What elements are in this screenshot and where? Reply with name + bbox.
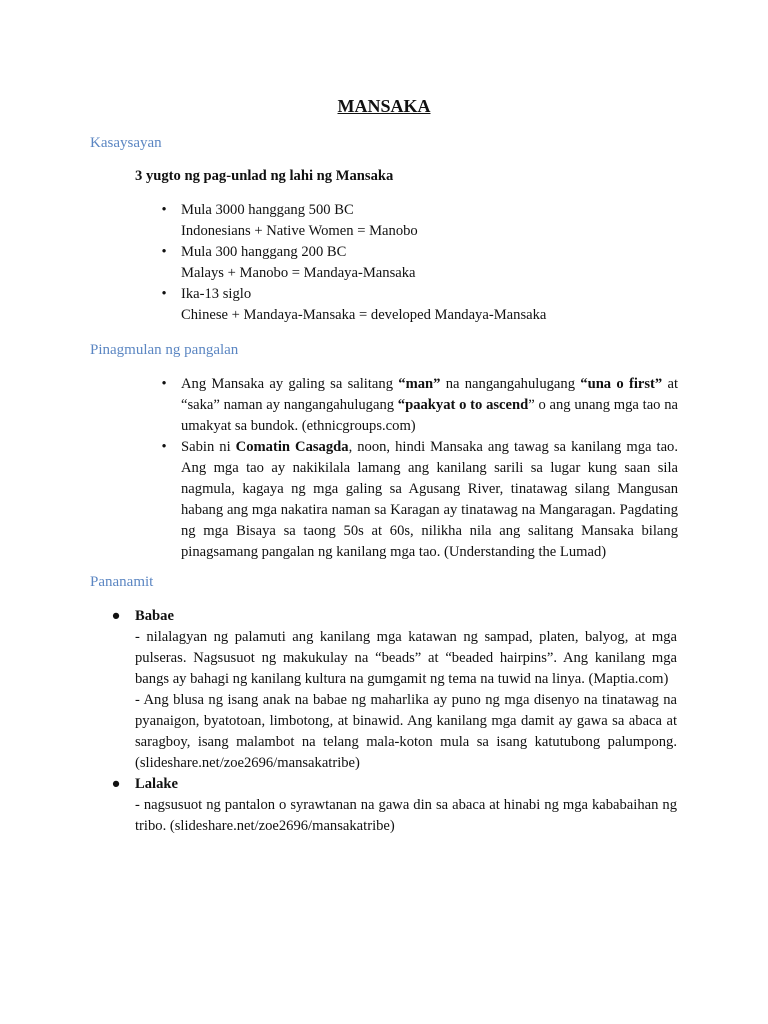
paragraph-text: Ang Mansaka ay galing sa salitang: [181, 376, 399, 392]
pinagmulan-list: [161, 374, 678, 563]
subheading-yugto: 3 yugto ng pag-unlad ng lahi ng Mansaka: [135, 168, 394, 184]
bold-term-man: “man”: [398, 376, 441, 392]
bold-term-una: “una o first”: [580, 376, 663, 392]
list-item-lalake: [111, 774, 677, 837]
label-lalake: Lalake: [135, 776, 178, 792]
bullet-icon: •: [161, 202, 167, 218]
bold-term-paakyat: “paakyat o to ascend: [397, 397, 529, 413]
bullet-icon: •: [161, 244, 167, 260]
paragraph-babae-1: - nilalagyan ng palamuti ang kanilang mga katawan ng sampad, platen, balyog, at mga pulseras. Nagsusuot ng makukulay na “beads” at “beaded hairpins”. Ang kanilang mga bangs ay bahagi ng kanilang kultura na gumgamit ng tema na tuwid na linya. (Maptia.com): [135, 629, 677, 687]
list-item: [161, 437, 678, 563]
paragraph-text: , noon, hindi Mansaka ang tawag sa kanilang mga tao. Ang mga tao ay nakikilala lamang ang kanilang sarili sa lugar kung saan sila nagmula, kagaya ng mga galing sa Agusang River, tinatawag silang Mangusan habang ang mga nakatira naman sa Karagan ay tinatawag na Mangaragan. Pagdating ng mga Bisaya sa taong 50s at 60s, nilikha nila ang salitang Mansaka bilang pinagsamang pangalan ng kanilang mga tao. (Understanding the Lumad): [181, 439, 678, 560]
list-item-line: Mula 3000 hanggang 500 BC: [181, 202, 354, 218]
paragraph-lalake-1: - nagsusuot ng pantalon o syrawtanan na gawa din sa abaca at hinabi ng mga kababaihan ng tribo. (slideshare.net/zoe2696/mansakatribe): [135, 797, 677, 834]
yugto-list: [161, 200, 681, 326]
bullet-icon: •: [161, 439, 167, 455]
list-item-line: Indonesians + Native Women = Manobo: [181, 223, 418, 239]
heading-kasaysayan: Kasaysayan: [90, 135, 162, 151]
bullet-icon: ●: [111, 608, 121, 624]
paragraph-text: Sabin ni: [181, 439, 236, 455]
paragraph-text: at “saka” naman ay nangangahulugang: [181, 376, 678, 413]
list-item: [161, 242, 681, 284]
heading-pinagmulan: Pinagmulan ng pangalan: [90, 342, 239, 358]
list-item-line: Chinese + Mandaya-Mansaka = developed Mandaya-Mansaka: [181, 307, 547, 323]
list-item: [161, 284, 681, 326]
label-babae: Babae: [135, 608, 174, 624]
heading-pananamit: Pananamit: [90, 574, 154, 590]
page-title: MANSAKA: [337, 96, 431, 116]
paragraph-babae-2: - Ang blusa ng isang anak na babae ng maharlika ay puno ng mga disenyo na tinatawag na pyanaigon, byatotoan, limbotong, at binawid. Ang kanilang mga damit ay gawa sa abaca at saragboy, isang malambot na telang mala-koton mula sa isang katutubong palumpong. (slideshare.net/zoe2696/mansakatribe): [135, 692, 677, 771]
list-item: [161, 374, 678, 437]
pananamit-list: [111, 606, 677, 837]
list-item-line: Malays + Manobo = Mandaya-Mansaka: [181, 265, 416, 281]
bullet-icon: ●: [111, 776, 121, 792]
paragraph-text: na nangangahulugang: [440, 376, 581, 392]
paragraph-text: ” o ang unang mga tao na umakyat sa bundok. (ethnicgroups.com): [181, 397, 678, 434]
list-item-line: Ika-13 siglo: [181, 286, 252, 302]
bold-name-casagda: Comatin Casagda: [235, 439, 349, 455]
list-item: [161, 200, 681, 242]
bullet-icon: •: [161, 286, 167, 302]
list-item-babae: [111, 606, 677, 774]
list-item-line: Mula 300 hanggang 200 BC: [181, 244, 347, 260]
bullet-icon: •: [161, 376, 167, 392]
